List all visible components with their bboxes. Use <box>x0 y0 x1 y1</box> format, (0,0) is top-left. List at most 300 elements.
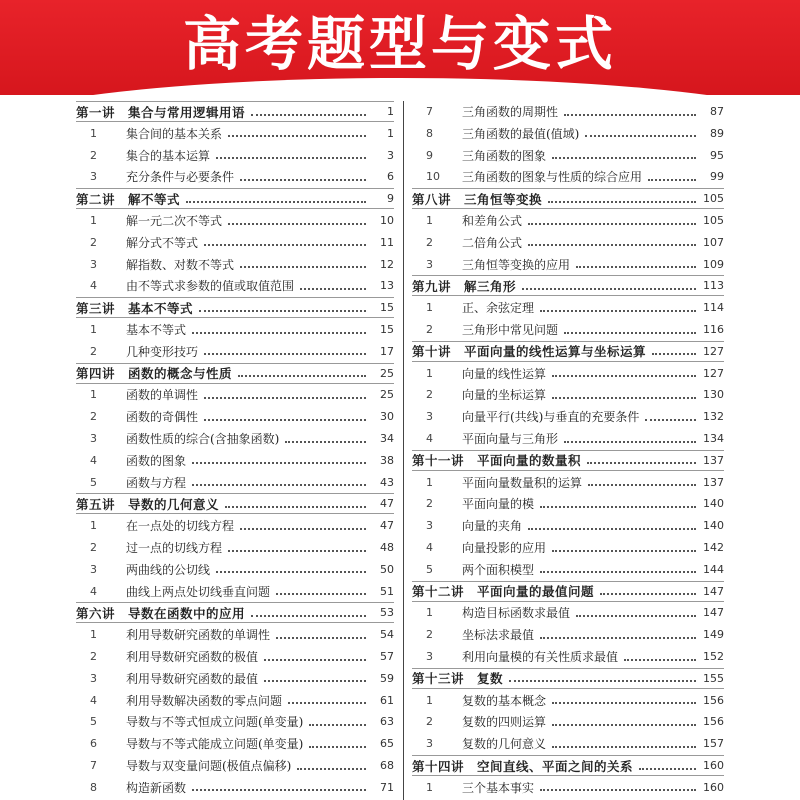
toc-entry-title: 向量平行(共线)与垂直的充要条件 <box>462 410 640 425</box>
toc-page-number: 63 <box>380 715 394 729</box>
toc-page-number: 105 <box>703 214 724 227</box>
toc-page-number: 59 <box>380 671 394 685</box>
toc-entry-number: 2 <box>90 410 97 424</box>
toc-entry-number: 7 <box>90 759 97 772</box>
dot-leader <box>264 659 366 661</box>
dot-leader <box>240 528 366 530</box>
toc-entry-number: 3 <box>426 650 433 663</box>
toc-entry-title: 过一点的切线方程 <box>126 541 223 555</box>
toc-entry-number: 1 <box>90 628 97 642</box>
dot-leader <box>588 484 696 486</box>
toc-entry-number: 8 <box>426 126 433 140</box>
toc-page-number: 116 <box>703 323 724 336</box>
toc-entry-row <box>76 275 394 296</box>
toc-entry-number: 3 <box>90 170 97 184</box>
toc-entry-number: 7 <box>426 105 433 118</box>
toc-page-number: 25 <box>380 366 394 380</box>
toc-page-number: 156 <box>703 693 724 707</box>
toc-page-number: 105 <box>703 192 724 206</box>
dot-leader <box>540 506 696 508</box>
toc-page-number: 51 <box>380 584 394 598</box>
dot-leader <box>309 724 366 726</box>
toc-page-number: 71 <box>380 780 394 794</box>
toc-entry-title: 平面向量的模 <box>462 497 535 512</box>
toc-entry-number: 1 <box>426 606 433 620</box>
dot-leader <box>645 419 696 421</box>
toc-entry-title: 利用导数解决函数的零点问题 <box>126 693 283 708</box>
toc-entry-number: 5 <box>90 715 97 729</box>
toc-entry-number: 1 <box>90 519 97 533</box>
toc-entry-title: 平面向量数量积的运算 <box>462 475 583 490</box>
toc-entry-row <box>76 646 394 667</box>
toc-entry-number: 3 <box>426 737 433 751</box>
toc-page-number: 87 <box>710 105 724 118</box>
dot-leader <box>192 332 366 334</box>
toc-entry-title: 解指数、对数不等式 <box>126 257 235 272</box>
toc-chapter-row <box>412 755 724 776</box>
toc-entry-row <box>76 624 394 645</box>
dot-leader <box>652 353 696 355</box>
toc-entry-title: 利用导数研究函数的单调性 <box>126 628 271 643</box>
toc-entry-row <box>76 341 394 362</box>
toc-chapter-row <box>76 188 394 209</box>
toc-entry-row <box>412 537 724 558</box>
dot-leader <box>300 288 366 290</box>
toc-entry-title: 两个面积模型 <box>462 562 535 577</box>
toc-page-number: 65 <box>380 737 394 751</box>
toc-entry-row <box>76 428 394 449</box>
toc-entry-number: 1 <box>426 780 433 794</box>
toc-entry-number: 1 <box>90 126 97 140</box>
toc-entry-number: 1 <box>90 388 97 402</box>
dot-leader <box>251 114 366 116</box>
toc-page-number: 132 <box>703 410 724 424</box>
toc-page-number: 113 <box>703 279 724 293</box>
toc-entry-number: 5 <box>426 562 433 576</box>
toc-page-number: 89 <box>710 126 724 140</box>
toc-entry-title: 三角恒等变换的应用 <box>462 257 571 272</box>
toc-entry-number: 1 <box>90 323 97 336</box>
toc-page-number: 114 <box>703 301 724 315</box>
toc-page-number: 149 <box>703 628 724 642</box>
toc-entry-row <box>412 559 724 580</box>
toc-entry-number: 2 <box>426 628 433 642</box>
toc-page-number: 1 <box>387 126 394 140</box>
toc-entry-title: 向量的坐标运算 <box>462 388 547 403</box>
toc-entry-row <box>412 646 724 667</box>
toc-entry-row <box>76 559 394 580</box>
toc-page-number: 47 <box>380 497 394 511</box>
banner-curve <box>0 78 800 95</box>
dot-leader <box>309 746 366 748</box>
toc-entry-title: 三个基本事实 <box>462 780 535 795</box>
toc-entry-number: 1 <box>426 214 433 227</box>
dot-leader <box>552 157 696 159</box>
dot-leader <box>648 179 696 181</box>
toc-entry-row <box>76 690 394 711</box>
toc-page-number: 142 <box>703 541 724 554</box>
dot-leader <box>564 441 696 443</box>
dot-leader <box>552 550 696 552</box>
toc-entry-title: 曲线上两点处切线垂直问题 <box>126 584 271 599</box>
toc-entry-row <box>412 624 724 645</box>
toc-entry-title: 三角函数的图象与性质的综合应用 <box>462 170 643 185</box>
toc-entry-row <box>76 319 394 340</box>
toc-entry-number: 4 <box>426 432 433 445</box>
toc-entry-title: 函数的单调性 <box>126 388 199 403</box>
toc-entry-row <box>76 450 394 471</box>
toc-entry-row <box>76 166 394 187</box>
toc-entry-title: 二倍角公式 <box>462 235 523 250</box>
toc-chapter-row <box>412 450 724 471</box>
dot-leader <box>624 659 696 661</box>
header-banner <box>0 0 800 95</box>
toc-chapter-title: 第十一讲 平面向量的数量积 <box>412 453 582 469</box>
toc-page-number: 147 <box>703 606 724 620</box>
toc-entry-title: 构造目标函数求最值 <box>462 606 571 621</box>
toc-entry-title: 充分条件与必要条件 <box>126 170 235 185</box>
toc-page-number: 13 <box>380 279 394 293</box>
dot-leader <box>192 484 366 486</box>
toc-entry-title: 和差角公式 <box>462 214 523 228</box>
dot-leader <box>564 332 696 334</box>
toc-entry-row <box>412 428 724 449</box>
dot-leader <box>288 702 366 704</box>
toc-entry-title: 几种变形技巧 <box>126 344 199 359</box>
toc-chapter-row <box>412 668 724 689</box>
toc-entry-title: 导数与双变量问题(极值点偏移) <box>126 759 292 773</box>
dot-leader <box>225 506 366 508</box>
toc-entry-number: 1 <box>426 301 433 315</box>
toc-entry-number: 1 <box>90 214 97 227</box>
dot-leader <box>199 310 366 312</box>
toc-entry-row <box>412 166 724 187</box>
toc-entry-title: 构造新函数 <box>126 780 187 795</box>
toc-chapter-title: 第二讲 解不等式 <box>76 191 181 207</box>
toc-entry-number: 2 <box>90 344 97 358</box>
toc-page-number: 107 <box>703 235 724 249</box>
toc-entry-row <box>412 406 724 427</box>
toc-page-number: 47 <box>380 519 394 533</box>
dot-leader <box>240 179 366 181</box>
toc-right-column <box>412 101 724 800</box>
toc-entry-title: 集合的基本运算 <box>126 148 211 163</box>
toc-entry-row <box>76 210 394 231</box>
toc-entry-row <box>76 755 394 776</box>
toc-entry-title: 函数与方程 <box>126 475 187 490</box>
dot-leader <box>228 223 366 225</box>
toc-page-number: 34 <box>380 432 394 445</box>
toc-chapter-title: 第三讲 基本不等式 <box>76 300 194 316</box>
dot-leader <box>600 593 696 595</box>
toc-entry-title: 基本不等式 <box>126 323 187 337</box>
toc-entry-title: 平面向量与三角形 <box>462 432 559 446</box>
toc-entry-number: 10 <box>426 170 440 184</box>
toc-entry-row <box>76 733 394 754</box>
dot-leader <box>240 266 366 268</box>
dot-leader <box>204 397 366 399</box>
toc-page-number: 15 <box>380 301 394 315</box>
toc-entry-title: 两曲线的公切线 <box>126 562 211 577</box>
dot-leader <box>192 789 366 791</box>
toc-entry-row <box>412 319 724 340</box>
dot-leader <box>276 637 366 639</box>
toc-page-number: 54 <box>380 628 394 642</box>
toc-page-number: 99 <box>710 170 724 184</box>
dot-leader <box>276 593 366 595</box>
toc-entry-number: 4 <box>426 541 433 554</box>
dot-leader <box>285 441 366 443</box>
toc-entry-number: 2 <box>90 650 97 663</box>
dot-leader <box>204 353 366 355</box>
toc-page-number: 53 <box>380 606 394 620</box>
toc-entry-row <box>412 123 724 144</box>
column-divider <box>403 101 404 800</box>
toc-chapter-title: 第九讲 解三角形 <box>412 278 517 294</box>
toc-chapter-row <box>412 188 724 209</box>
toc-entry-number: 3 <box>90 671 97 685</box>
toc-chapter-row <box>76 602 394 623</box>
toc-chapter-title: 第六讲 导数在函数中的应用 <box>76 605 246 621</box>
toc-entry-number: 3 <box>426 519 433 533</box>
toc-chapter-title: 第十二讲 平面向量的最值问题 <box>412 584 595 600</box>
toc-entry-title: 利用导数研究函数的最值 <box>126 671 259 686</box>
dot-leader <box>204 419 366 421</box>
toc-page-number: 109 <box>703 257 724 271</box>
toc-entry-title: 函数的奇偶性 <box>126 410 199 425</box>
toc-entry-row <box>76 777 394 798</box>
toc-entry-title: 解一元二次不等式 <box>126 214 223 228</box>
toc-page-number: 137 <box>703 475 724 489</box>
toc-page-number: 12 <box>380 257 394 271</box>
toc-page-number: 15 <box>380 323 394 336</box>
toc-entry-title: 复数的基本概念 <box>462 693 547 708</box>
dot-leader <box>540 310 696 312</box>
toc-entry-row <box>412 493 724 514</box>
toc-entry-number: 4 <box>90 453 97 467</box>
toc-entry-number: 2 <box>426 323 433 336</box>
toc-entry-title: 导数与不等式恒成立问题(单变量) <box>126 715 304 730</box>
toc-entry-number: 2 <box>426 715 433 729</box>
toc-page-number: 61 <box>380 693 394 707</box>
toc-page-number: 157 <box>703 737 724 751</box>
toc-page-number: 140 <box>703 519 724 533</box>
toc-entry-row <box>412 472 724 493</box>
toc-page-number: 10 <box>380 214 394 227</box>
toc-entry-title: 函数性质的综合(含抽象函数) <box>126 432 280 446</box>
toc-entry-title: 三角函数的最值(值域) <box>462 126 580 141</box>
toc-entry-title: 向量投影的应用 <box>462 541 547 555</box>
toc-page-number: 68 <box>380 759 394 772</box>
dot-leader <box>509 680 696 682</box>
dot-leader <box>576 615 696 617</box>
dot-leader <box>548 201 696 203</box>
toc-entry-title: 三角函数的周期性 <box>462 105 559 119</box>
dot-leader <box>552 724 696 726</box>
toc-entry-number: 3 <box>90 562 97 576</box>
dot-leader <box>264 680 366 682</box>
toc-entry-title: 利用导数研究函数的极值 <box>126 650 259 664</box>
toc-entry-title: 导数与不等式能成立问题(单变量) <box>126 737 304 752</box>
toc-entry-row <box>412 363 724 384</box>
toc-entry-number: 5 <box>90 475 97 489</box>
toc-page-number: 140 <box>703 497 724 511</box>
dot-leader <box>228 550 366 552</box>
dot-leader <box>216 157 366 159</box>
dot-leader <box>528 223 696 225</box>
toc-entry-row <box>412 145 724 166</box>
toc-page-number: 127 <box>703 366 724 380</box>
toc-entry-row <box>76 123 394 144</box>
toc-chapter-title: 第十三讲 复数 <box>412 671 504 687</box>
toc-entry-row <box>76 668 394 689</box>
toc-chapter-row <box>76 493 394 514</box>
toc-chapter-title: 第一讲 集合与常用逻辑用语 <box>76 104 246 120</box>
toc-entry-row <box>412 733 724 754</box>
dot-leader <box>552 397 696 399</box>
dot-leader <box>564 114 696 116</box>
toc-entry-number: 3 <box>90 432 97 445</box>
toc-entry-row <box>76 145 394 166</box>
dot-leader <box>238 375 366 377</box>
toc-left-column <box>76 101 394 800</box>
toc-entry-title: 集合间的基本关系 <box>126 126 223 141</box>
toc-entry-title: 函数的图象 <box>126 453 187 468</box>
dot-leader <box>297 768 366 770</box>
toc-page-number: 38 <box>380 453 394 467</box>
dot-leader <box>540 637 696 639</box>
toc-chapter-title: 第八讲 三角恒等变换 <box>412 191 543 207</box>
dot-leader <box>552 375 696 377</box>
toc-entry-number: 2 <box>90 148 97 162</box>
toc-entry-row <box>76 581 394 602</box>
toc-page-number: 95 <box>710 148 724 162</box>
toc-entry-row <box>76 384 394 405</box>
toc-chapter-row <box>412 275 724 296</box>
toc-entry-number: 9 <box>426 148 433 162</box>
toc-entry-number: 1 <box>426 693 433 707</box>
toc-page-number: 50 <box>380 562 394 576</box>
toc-entry-title: 三角形中常见问题 <box>462 323 559 337</box>
toc-page-number: 156 <box>703 715 724 729</box>
toc-chapter-title: 第十四讲 空间直线、平面之间的关系 <box>412 758 634 774</box>
toc-entry-number: 2 <box>90 541 97 554</box>
toc-entry-number: 4 <box>90 584 97 598</box>
toc-entry-title: 利用向量模的有关性质求最值 <box>462 650 619 664</box>
dot-leader <box>552 702 696 704</box>
toc-entry-row <box>412 690 724 711</box>
toc-page-number: 155 <box>703 671 724 685</box>
toc-page-number: 30 <box>380 410 394 424</box>
toc-page-number: 134 <box>703 432 724 445</box>
toc-entry-row <box>76 515 394 536</box>
toc-page-number: 130 <box>703 388 724 402</box>
toc-entry-title: 坐标法求最值 <box>462 628 535 643</box>
toc-entry-title: 三角函数的图象 <box>462 148 547 163</box>
toc-chapter-title: 第五讲 导数的几何意义 <box>76 496 220 512</box>
toc-entry-row <box>76 711 394 732</box>
toc-entry-row <box>412 515 724 536</box>
toc-chapter-row <box>412 341 724 362</box>
toc-entry-number: 3 <box>90 257 97 271</box>
toc-chapter-title: 第四讲 函数的概念与性质 <box>76 366 233 382</box>
dot-leader <box>216 571 366 573</box>
toc-chapter-row <box>76 363 394 384</box>
dot-leader <box>585 135 696 137</box>
toc-page-number: 3 <box>387 148 394 162</box>
dot-leader <box>639 768 696 770</box>
dot-leader <box>576 266 696 268</box>
toc-entry-row <box>412 232 724 253</box>
toc-entry-row <box>412 254 724 275</box>
dot-leader <box>522 288 696 290</box>
page-title: 高考题型与变式 <box>182 10 617 78</box>
toc-entry-row <box>76 254 394 275</box>
toc-entry-row <box>412 210 724 231</box>
toc-chapter-row <box>76 101 394 122</box>
toc-chapter-row <box>76 297 394 318</box>
toc-page-number: 160 <box>703 759 724 772</box>
toc-entry-title: 由不等式求参数的值或取值范围 <box>126 279 295 294</box>
toc-entry-title: 在一点处的切线方程 <box>126 519 235 534</box>
toc-entry-row <box>412 602 724 623</box>
dot-leader <box>528 528 696 530</box>
toc-page-number: 17 <box>380 344 394 358</box>
dot-leader <box>228 135 366 137</box>
toc-entry-row <box>412 297 724 318</box>
toc-entry-row <box>412 711 724 732</box>
toc-entry-number: 3 <box>426 257 433 271</box>
toc-page-number: 43 <box>380 475 394 489</box>
toc-entry-number: 1 <box>426 475 433 489</box>
toc-page-number: 57 <box>380 650 394 663</box>
dot-leader <box>552 746 696 748</box>
toc-entry-title: 向量的线性运算 <box>462 366 547 381</box>
toc-entry-row <box>76 232 394 253</box>
toc-entry-row <box>412 101 724 122</box>
toc-entry-number: 2 <box>426 388 433 402</box>
toc-entry-number: 4 <box>90 693 97 707</box>
toc-chapter-row <box>412 581 724 602</box>
toc-entry-row <box>412 777 724 798</box>
toc-entry-row <box>76 537 394 558</box>
toc-page-number: 137 <box>703 453 724 467</box>
dot-leader <box>587 462 696 464</box>
toc-entry-title: 解分式不等式 <box>126 235 199 250</box>
toc-entry-number: 1 <box>426 366 433 380</box>
toc-entry-row <box>76 406 394 427</box>
toc-entry-number: 6 <box>90 737 97 751</box>
dot-leader <box>204 244 366 246</box>
toc-entry-title: 向量的夹角 <box>462 519 523 534</box>
dot-leader <box>251 615 366 617</box>
toc-entry-number: 2 <box>90 235 97 249</box>
dot-leader <box>540 789 696 791</box>
toc-chapter-title: 第十讲 平面向量的线性运算与坐标运算 <box>412 344 647 360</box>
toc-page-number: 152 <box>703 650 724 663</box>
toc-entry-title: 复数的四则运算 <box>462 715 547 730</box>
toc-page-number: 144 <box>703 562 724 576</box>
toc-entry-number: 4 <box>90 279 97 293</box>
toc-page-number: 48 <box>380 541 394 554</box>
toc-entry-row <box>412 384 724 405</box>
toc-entry-title: 正、余弦定理 <box>462 301 535 316</box>
toc-entry-number: 2 <box>426 235 433 249</box>
dot-leader <box>540 571 696 573</box>
dot-leader <box>192 462 366 464</box>
toc-page-number: 127 <box>703 344 724 358</box>
dot-leader <box>528 244 696 246</box>
